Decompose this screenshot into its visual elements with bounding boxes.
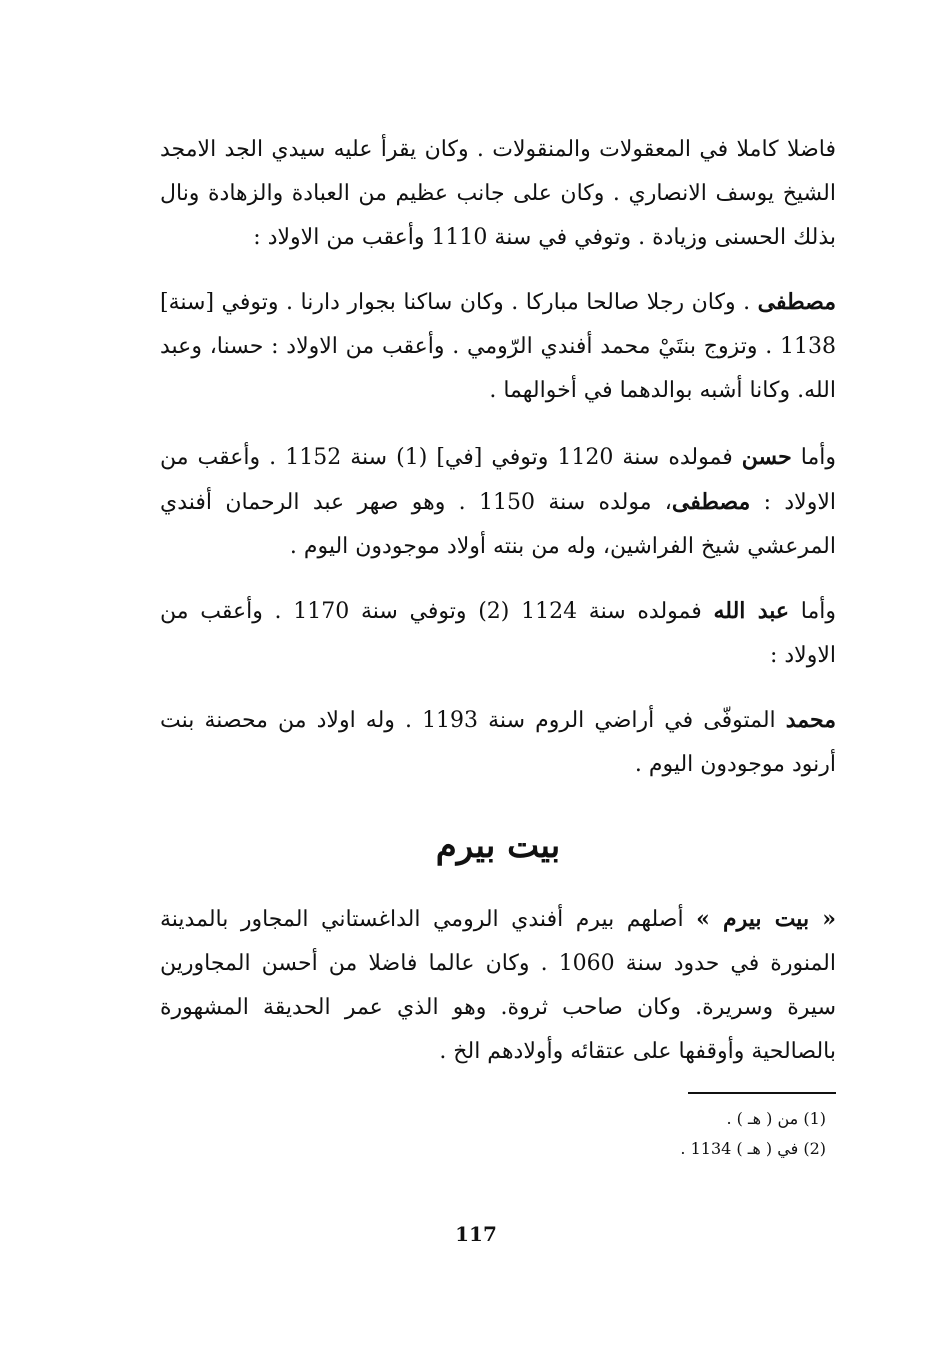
paragraph-6-text: أصلهم بيرم أفندي الرومي الداغستاني المجاور بالمدينة المنورة في حدود سنة 1060 . وكان عالما فاضلا من أحسن المجاورين سيرة وسريرة. وكان صاحب ثروة. وهو الذي عمر الحديقة المشهورة بالصالحية وأوقفها على عتقائه وأولادهم الخ . [160, 907, 836, 1064]
footnote-divider [688, 1092, 836, 1094]
paragraph-6 [160, 897, 836, 1074]
paragraph-5-text: المتوفّى في أراضي الروم سنة 1193 . وله اولاد من محصنة بنت أرنود موجودون اليوم . [160, 708, 836, 777]
paragraph-5 [160, 698, 836, 787]
paragraph-3-name: حسن [741, 444, 792, 470]
page-body [160, 128, 836, 1164]
section-heading: بيت بيرم [435, 826, 561, 866]
page-number: 117 [455, 1222, 497, 1246]
footnotes [160, 1104, 836, 1164]
paragraph-6-name: « بيت بيرم » [696, 906, 836, 932]
paragraph-3 [160, 435, 836, 569]
paragraph-4-prefix: وأما [800, 599, 837, 624]
paragraph-3-name2: مصطفى [671, 489, 751, 515]
paragraph-2 [160, 280, 836, 413]
paragraph-1-text: فاضلا كاملا في المعقولات والمنقولات . وكان يقرأ عليه سيدي الجد الامجد الشيخ يوسف الانصاري . وكان على جانب عظيم من العبادة والزهادة ونال بذلك الحسنى وزيادة . وتوفي في سنة 1110 وأعقب من الاولاد : [160, 137, 836, 250]
paragraph-5-name: محمد [785, 707, 836, 733]
paragraph-4 [160, 589, 836, 678]
footnote-2: (2) في ( هـ ) 1134 . [680, 1139, 826, 1158]
paragraph-2-name: مصطفى [757, 289, 836, 315]
paragraph-3-text-a: فمولده سنة 1120 وتوفي [في] (1) سنة 1152 . وأعقب من الاولاد : [160, 445, 836, 515]
paragraph-4-text: فمولده سنة 1124 (2) وتوفي سنة 1170 . وأعقب من الاولاد : [160, 599, 836, 668]
footnote-1: (1) من ( هـ ) . [726, 1109, 826, 1128]
paragraph-2-text: . وكان رجلا صالحا مباركا . وكان ساكنا بجوار دارنا . وتوفي [سنة] 1138 . وتزوج بنتَيْ محمد أفندي الرّومي . وأعقب من الاولاد : حسنا، وعبد الله. وكانا أشبه بوالدهما في أخوالهما . [160, 290, 836, 403]
paragraph-4-name: عبد الله [713, 598, 790, 624]
paragraph-3-text-b: ، مولده سنة 1150 . وهو صهر عبد الرحمان أفندي المرعشي شيخ الفراشين، وله من بنته أولاد موجودون اليوم . [160, 490, 836, 559]
paragraph-1 [160, 128, 836, 260]
paragraph-3-prefix: وأما [800, 445, 836, 470]
